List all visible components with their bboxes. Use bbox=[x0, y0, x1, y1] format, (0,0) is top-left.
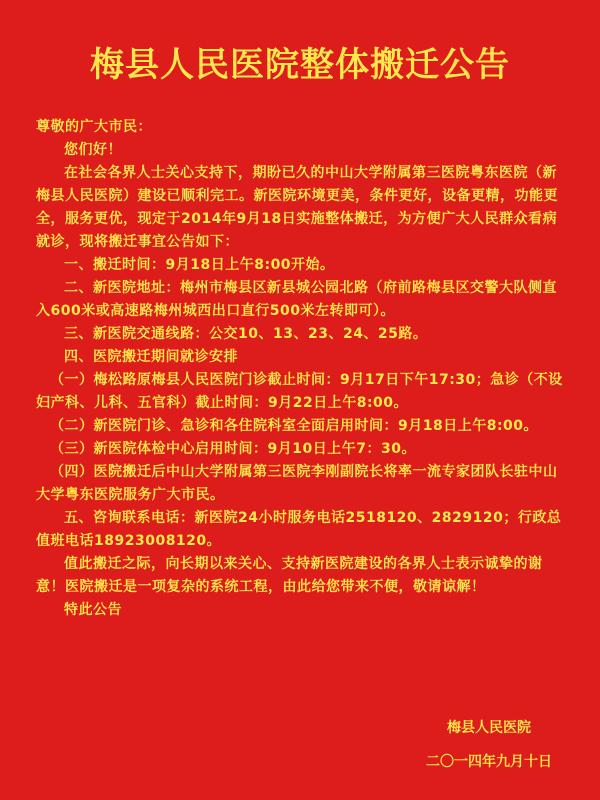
item-contact: 五、咨询联系电话：新医院24小时服务电话2518120、2829120；行政总值班电话18923008120。 bbox=[36, 510, 562, 549]
thanks-paragraph: 值此搬迁之际，向长期以来关心、支持新医院建设的各界人士表示诚挚的谢意！医院搬迁是一项复杂的系统工程，由此给您带来不便，敬请谅解！ bbox=[36, 556, 543, 595]
notice-title: 梅县人民医院整体搬迁公告 bbox=[90, 45, 510, 85]
item-moving-time: 一、搬迁时间：9月18日上午8:00开始。 bbox=[64, 257, 335, 273]
item-new-address: 二、新医院地址：梅州市梅县区新县城公园北路（府前路梅县区交警大队侧直入600米或高速路梅州城西出口直行500米左转即可）。 bbox=[36, 280, 557, 319]
sub-item-2: （二）新医院门诊、急诊和各住院科室全面启用时间：9月18日上午8:00。 bbox=[50, 418, 539, 434]
sub-item-3: （三）新医院体检中心启用时间：9月10日上午7：30。 bbox=[50, 441, 416, 457]
sub-item-1: （一）梅松路原梅县人民医院门诊截止时间：9月17日下午17:30；急诊（不设妇产科、儿科、五官科）截止时间：9月22日上午8:00。 bbox=[36, 372, 563, 411]
sub-item-4: （四）医院搬迁后中山大学附属第三医院李刚副院长将率一流专家团队长驻中山大学粤东医院服务广大市民。 bbox=[36, 464, 558, 503]
intro-paragraph: 在社会各界人士关心支持下，期盼已久的中山大学附属第三医院粤东医院（新梅县人民医院）建设已顺利完工。新医院环境更美，条件更好，设备更精，功能更全，服务更优，现定于2014年9月18日实施整体搬迁，为方便广大人民群众看病就诊，现将搬迁事宜公告如下： bbox=[36, 165, 558, 250]
signature-block bbox=[426, 716, 552, 784]
closing-line: 特此公告 bbox=[64, 602, 122, 618]
item-transit-lines: 三、新医院交通线路：公交10、13、23、24、25路。 bbox=[64, 326, 428, 342]
signature-org: 梅县人民医院 bbox=[447, 720, 531, 736]
item-arrangement-heading: 四、医院搬迁期间就诊安排 bbox=[64, 349, 238, 365]
notice-body bbox=[36, 116, 564, 622]
greeting: 尊敬的广大市民： bbox=[36, 119, 152, 135]
signature-date: 二〇一四年九月十日 bbox=[426, 754, 552, 770]
hello: 您们好！ bbox=[64, 142, 122, 158]
